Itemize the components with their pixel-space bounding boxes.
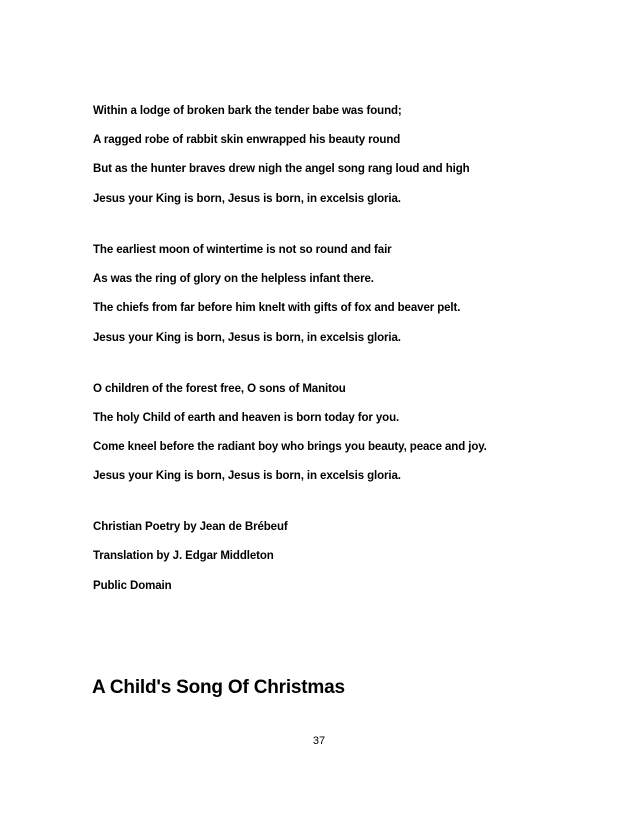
poem-line: The holy Child of earth and heaven is born today for you. (93, 412, 400, 424)
poem-line: Come kneel before the radiant boy who brings you beauty, peace and joy. (93, 441, 487, 453)
poem-refrain: Jesus your King is born, Jesus is born, in excelsis gloria. (93, 332, 401, 344)
credit-translator: Translation by J. Edgar Middleton (93, 550, 274, 562)
poem-line: O children of the forest free, O sons of Manitou (93, 383, 346, 395)
poem-line: The earliest moon of wintertime is not so round and fair (93, 244, 392, 256)
poem-refrain: Jesus your King is born, Jesus is born, in excelsis gloria. (93, 470, 401, 482)
poem-line: A ragged robe of rabbit skin enwrapped his beauty round (93, 134, 401, 146)
section-heading: A Child's Song Of Christmas (92, 677, 345, 698)
poem-line: The chiefs from far before him knelt with gifts of fox and beaver pelt. (93, 302, 461, 314)
credit-author: Christian Poetry by Jean de Brébeuf (93, 521, 288, 533)
poem-line: Within a lodge of broken bark the tender babe was found; (93, 105, 402, 117)
credit-license: Public Domain (93, 580, 172, 592)
page-number: 37 (312, 735, 326, 747)
poem-line: But as the hunter braves drew nigh the angel song rang loud and high (93, 163, 470, 175)
poem-line: As was the ring of glory on the helpless infant there. (93, 273, 374, 285)
poem-refrain: Jesus your King is born, Jesus is born, in excelsis gloria. (93, 193, 401, 205)
